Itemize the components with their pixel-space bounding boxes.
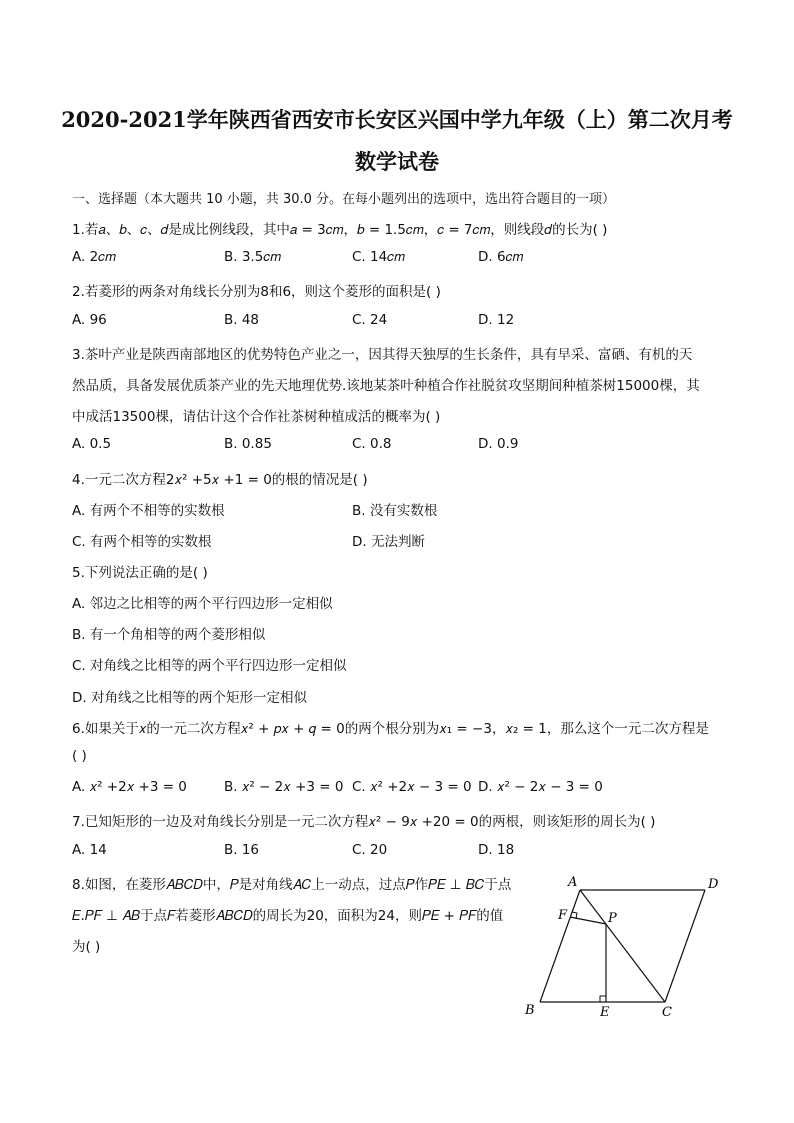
q7-option-a[interactable]: A. 14 bbox=[72, 842, 107, 858]
q6-option-a[interactable]: A. 𝑥² +2𝑥 +3 = 0 bbox=[72, 779, 187, 795]
question-3-stem-line3: 中成活13500棵，请估计这个合作社茶树种植成活的概率为( ) bbox=[72, 409, 441, 425]
rhombus-figure bbox=[520, 872, 730, 1022]
question-6-stem-line1: 6.如果关于𝑥的一元二次方程𝑥² + 𝑝𝑥 + 𝑞 = 0的两个根分别为𝑥₁ = −3，𝑥₂ = 1，那么这个一元二次方程是 bbox=[72, 721, 709, 737]
q3-option-a[interactable]: A. 0.5 bbox=[72, 436, 112, 452]
q1-option-a[interactable]: A. 2𝑐𝑚 bbox=[72, 249, 116, 265]
q6-option-c[interactable]: C. 𝑥² +2𝑥 − 3 = 0 bbox=[352, 779, 472, 795]
question-8-stem-line3: 为( ) bbox=[72, 939, 101, 955]
q2-option-c[interactable]: C. 24 bbox=[352, 312, 388, 328]
q5-option-d[interactable]: D. 对角线之比相等的两个矩形一定相似 bbox=[72, 690, 307, 706]
q5-option-b[interactable]: B. 有一个角相等的两个菱形相似 bbox=[72, 627, 266, 643]
segment-ac bbox=[580, 890, 665, 1002]
q5-option-c[interactable]: C. 对角线之比相等的两个平行四边形一定相似 bbox=[72, 658, 347, 674]
question-4-stem: 4.一元二次方程2𝑥² +5𝑥 +1 = 0的根的情况是( ) bbox=[72, 472, 368, 488]
exam-title-line1: 2020-2021学年陕西省西安市长安区兴国中学九年级（上）第二次月考 bbox=[61, 107, 733, 132]
question-7-stem: 7.已知矩形的一边及对角线长分别是一元二次方程𝑥² − 9𝑥 +20 = 0的两根，则该矩形的周长为( ) bbox=[72, 814, 656, 830]
q6-option-b[interactable]: B. 𝑥² − 2𝑥 +3 = 0 bbox=[224, 779, 344, 795]
question-8-stem-line2: 𝐸.𝑃𝐹 ⊥ 𝐴𝐵于点𝐹若菱形𝐴𝐵𝐶𝐷的周长为20，面积为24，则𝑃𝐸 + 𝑃𝐹的值 bbox=[72, 908, 504, 924]
q1-option-b[interactable]: B. 3.5𝑐𝑚 bbox=[224, 249, 282, 265]
question-1-stem: 1.若𝑎、𝑏、𝑐、𝑑是成比例线段，其中𝑎 = 3𝑐𝑚，𝑏 = 1.5𝑐𝑚，𝑐 = 7𝑐𝑚，则线段𝑑的长为( ) bbox=[72, 222, 608, 238]
q4-option-a[interactable]: A. 有两个不相等的实数根 bbox=[72, 503, 225, 519]
q2-option-a[interactable]: A. 96 bbox=[72, 312, 107, 328]
label-c: C bbox=[662, 1005, 672, 1020]
question-3-stem-line1: 3.茶叶产业是陕西南部地区的优势特色产业之一，因其得天独厚的生长条件，具有早采、富硒、有机的天 bbox=[72, 347, 693, 363]
q3-option-c[interactable]: C. 0.8 bbox=[352, 436, 392, 452]
q1-option-c[interactable]: C. 14𝑐𝑚 bbox=[352, 249, 405, 265]
q4-option-b[interactable]: B. 没有实数根 bbox=[352, 503, 438, 519]
q4-option-d[interactable]: D. 无法判断 bbox=[352, 534, 425, 550]
right-angle-mark-e bbox=[600, 996, 606, 1002]
q3-option-d[interactable]: D. 0.9 bbox=[478, 436, 519, 452]
q7-option-d[interactable]: D. 18 bbox=[478, 842, 515, 858]
exam-title-line2: 数学试卷 bbox=[355, 149, 439, 174]
q2-option-d[interactable]: D. 12 bbox=[478, 312, 515, 328]
label-a: A bbox=[568, 875, 578, 890]
q5-option-a[interactable]: A. 邻边之比相等的两个平行四边形一定相似 bbox=[72, 596, 333, 612]
question-6-stem-line2: ( ) bbox=[72, 748, 87, 764]
label-f: F bbox=[558, 908, 568, 923]
question-5-stem: 5.下列说法正确的是( ) bbox=[72, 565, 208, 581]
section-heading: 一、选择题（本大题共 10 小题，共 30.0 分。在每小题列出的选项中，选出符合题目的一项） bbox=[72, 192, 616, 207]
question-3-stem-line2: 然品质，具备发展优质茶产业的先天地理优势.该地某茶叶种植合作社脱贫攻坚期间种植茶树15000棵，其 bbox=[72, 378, 700, 394]
label-b: B bbox=[525, 1003, 535, 1018]
label-e: E bbox=[600, 1005, 610, 1020]
q7-option-b[interactable]: B. 16 bbox=[224, 842, 260, 858]
question-2-stem: 2.若菱形的两条对角线长分别为8和6，则这个菱形的面积是( ) bbox=[72, 284, 441, 300]
q7-option-c[interactable]: C. 20 bbox=[352, 842, 388, 858]
segment-ab bbox=[540, 890, 580, 1002]
q4-option-c[interactable]: C. 有两个相等的实数根 bbox=[72, 534, 212, 550]
label-d: D bbox=[708, 877, 719, 892]
q6-option-d[interactable]: D. 𝑥² − 2𝑥 − 3 = 0 bbox=[478, 779, 603, 795]
q2-option-b[interactable]: B. 48 bbox=[224, 312, 260, 328]
question-8-stem-line1: 8.如图，在菱形𝐴𝐵𝐶𝐷中，𝑃是对角线𝐴𝐶上一动点，过点𝑃作𝑃𝐸 ⊥ 𝐵𝐶于点 bbox=[72, 877, 512, 893]
segment-cd bbox=[665, 890, 705, 1002]
q3-option-b[interactable]: B. 0.85 bbox=[224, 436, 272, 452]
q1-option-d[interactable]: D. 6𝑐𝑚 bbox=[478, 249, 524, 265]
label-p: P bbox=[608, 911, 617, 926]
